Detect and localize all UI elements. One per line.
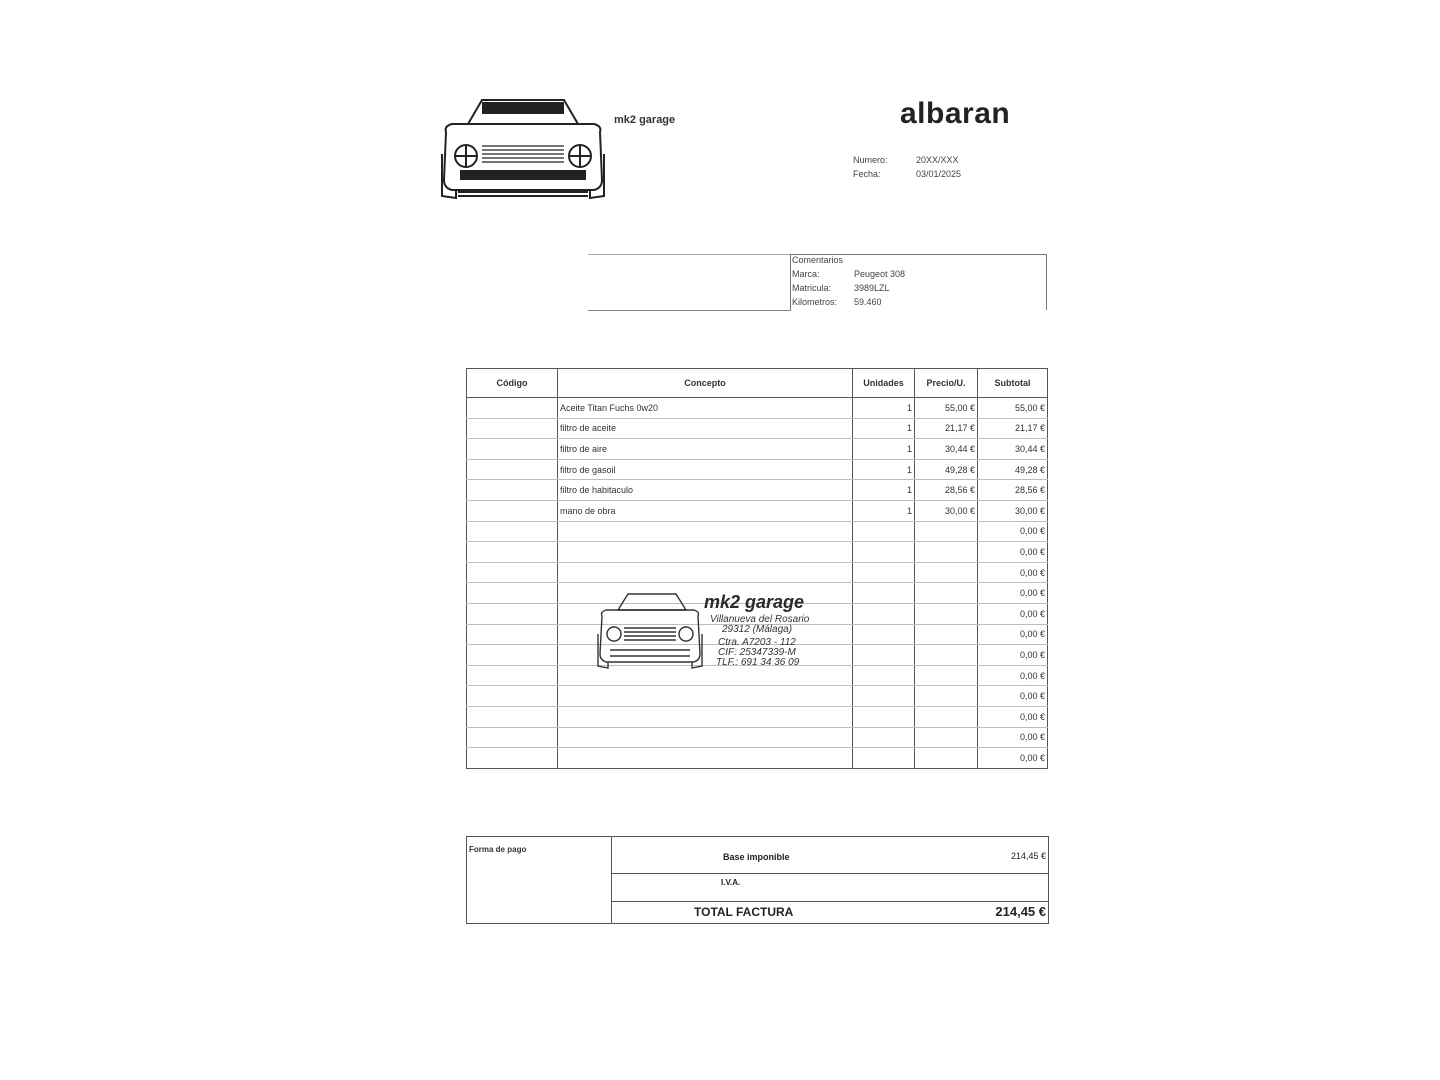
stamp-line: 29312 (Málaga)	[722, 624, 793, 635]
cell-precio: 21,17 €	[915, 418, 978, 439]
cell-codigo	[467, 521, 558, 542]
company-stamp	[596, 588, 811, 672]
table-row	[467, 686, 1048, 707]
cell-codigo	[467, 500, 558, 521]
cell-concepto	[558, 542, 853, 563]
cell-precio: 30,44 €	[915, 439, 978, 460]
plate-value: 3989LZL	[854, 283, 890, 293]
cell-codigo	[467, 624, 558, 645]
cell-codigo	[467, 686, 558, 707]
cell-subtotal: 0,00 €	[978, 521, 1048, 542]
divider	[611, 873, 1048, 874]
table-row	[467, 542, 1048, 563]
company-name: mk2 garage	[614, 114, 676, 126]
table-row	[467, 727, 1048, 748]
table-header-row	[467, 369, 1048, 398]
header-concepto: Concepto	[558, 369, 853, 398]
table-row	[467, 500, 1048, 521]
cell-codigo	[467, 603, 558, 624]
date-label: Fecha:	[853, 169, 881, 179]
cell-codigo	[467, 583, 558, 604]
cell-unidades	[853, 727, 915, 748]
payment-method-label: Forma de pago	[469, 845, 527, 854]
cell-precio	[915, 583, 978, 604]
cell-concepto: Aceite Titan Fuchs 0w20	[558, 398, 853, 419]
cell-unidades	[853, 686, 915, 707]
cell-subtotal: 0,00 €	[978, 583, 1048, 604]
cell-unidades	[853, 562, 915, 583]
cell-codigo	[467, 706, 558, 727]
comments-label: Comentarios	[792, 255, 844, 265]
cell-subtotal: 0,00 €	[978, 686, 1048, 707]
cell-unidades	[853, 521, 915, 542]
base-imponible-value: 214,45 €	[1010, 851, 1046, 861]
client-box	[588, 254, 791, 311]
number-label: Numero:	[853, 155, 888, 165]
totals-box	[466, 836, 1049, 924]
cell-subtotal: 30,00 €	[978, 500, 1048, 521]
header-subtotal: Subtotal	[978, 369, 1048, 398]
stamp-line: CIF: 25347339-M	[718, 647, 796, 658]
cell-codigo	[467, 748, 558, 769]
cell-unidades: 1	[853, 500, 915, 521]
cell-precio	[915, 665, 978, 686]
stamp-line: Villanueva del Rosario	[710, 614, 810, 625]
cell-concepto: filtro de habitaculo	[558, 480, 853, 501]
cell-subtotal: 0,00 €	[978, 748, 1048, 769]
km-value: 59.460	[854, 297, 882, 307]
cell-subtotal: 0,00 €	[978, 665, 1048, 686]
cell-unidades: 1	[853, 480, 915, 501]
cell-codigo	[467, 562, 558, 583]
cell-precio	[915, 521, 978, 542]
cell-precio	[915, 645, 978, 666]
cell-concepto	[558, 686, 853, 707]
table-row	[467, 748, 1048, 769]
cell-subtotal: 0,00 €	[978, 645, 1048, 666]
cell-unidades: 1	[853, 398, 915, 419]
cell-precio	[915, 542, 978, 563]
table-row	[467, 459, 1048, 480]
document-meta	[853, 155, 961, 183]
document-title: albaran	[900, 97, 1011, 130]
cell-concepto: filtro de aire	[558, 439, 853, 460]
cell-precio: 30,00 €	[915, 500, 978, 521]
cell-codigo	[467, 439, 558, 460]
car-front-icon	[438, 92, 608, 204]
cell-precio	[915, 706, 978, 727]
cell-unidades: 1	[853, 439, 915, 460]
cell-codigo	[467, 418, 558, 439]
cell-subtotal: 30,44 €	[978, 439, 1048, 460]
cell-unidades	[853, 748, 915, 769]
car-front-icon	[596, 590, 704, 670]
cell-unidades	[853, 665, 915, 686]
base-imponible-label: Base imponible	[723, 852, 790, 862]
cell-concepto: filtro de aceite	[558, 418, 853, 439]
cell-subtotal: 0,00 €	[978, 603, 1048, 624]
header-unidades: Unidades	[853, 369, 915, 398]
header-codigo: Código	[467, 369, 558, 398]
cell-subtotal: 0,00 €	[978, 727, 1048, 748]
brand-label: Marca:	[792, 269, 820, 279]
cell-precio: 55,00 €	[915, 398, 978, 419]
cell-subtotal: 21,17 €	[978, 418, 1048, 439]
cell-precio	[915, 748, 978, 769]
number-value: 20XX/XXX	[916, 155, 959, 165]
cell-unidades	[853, 624, 915, 645]
cell-codigo	[467, 665, 558, 686]
cell-unidades	[853, 706, 915, 727]
stamp-line: Ctra. A7203 - 112	[718, 637, 796, 648]
divider	[611, 901, 1048, 902]
plate-label: Matricula:	[792, 283, 832, 293]
cell-subtotal: 55,00 €	[978, 398, 1048, 419]
cell-unidades	[853, 603, 915, 624]
cell-subtotal: 49,28 €	[978, 459, 1048, 480]
divider	[611, 837, 612, 923]
brand-value: Peugeot 308	[854, 269, 906, 279]
table-row	[467, 418, 1048, 439]
cell-precio	[915, 624, 978, 645]
table-row	[467, 562, 1048, 583]
cell-unidades	[853, 583, 915, 604]
cell-concepto	[558, 521, 853, 542]
date-value: 03/01/2025	[916, 169, 962, 179]
cell-codigo	[467, 727, 558, 748]
cell-concepto	[558, 706, 853, 727]
table-row	[467, 521, 1048, 542]
cell-precio: 49,28 €	[915, 459, 978, 480]
items-table	[466, 368, 1048, 769]
cell-precio	[915, 727, 978, 748]
cell-subtotal: 0,00 €	[978, 562, 1048, 583]
cell-codigo	[467, 459, 558, 480]
cell-codigo	[467, 480, 558, 501]
cell-precio: 28,56 €	[915, 480, 978, 501]
cell-concepto: mano de obra	[558, 500, 853, 521]
cell-precio	[915, 603, 978, 624]
cell-precio	[915, 562, 978, 583]
total-factura-value: 214,45 €	[995, 904, 1046, 919]
cell-subtotal: 0,00 €	[978, 624, 1048, 645]
iva-label: I.V.A.	[721, 878, 741, 887]
stamp-line: TLF.: 691 34 36 09	[716, 657, 800, 668]
cell-codigo	[467, 542, 558, 563]
cell-subtotal: 0,00 €	[978, 706, 1048, 727]
cell-precio	[915, 686, 978, 707]
cell-codigo	[467, 645, 558, 666]
table-row	[467, 706, 1048, 727]
km-label: Kilometros:	[792, 297, 838, 307]
cell-unidades	[853, 645, 915, 666]
cell-subtotal: 28,56 €	[978, 480, 1048, 501]
cell-concepto	[558, 748, 853, 769]
table-row	[467, 439, 1048, 460]
cell-unidades	[853, 542, 915, 563]
cell-concepto	[558, 562, 853, 583]
cell-codigo	[467, 398, 558, 419]
cell-concepto: filtro de gasoil	[558, 459, 853, 480]
cell-unidades: 1	[853, 459, 915, 480]
cell-unidades: 1	[853, 418, 915, 439]
table-row	[467, 398, 1048, 419]
header-precio: Precio/U.	[915, 369, 978, 398]
vehicle-box	[790, 254, 1047, 310]
cell-subtotal: 0,00 €	[978, 542, 1048, 563]
table-row	[467, 480, 1048, 501]
total-factura-label: TOTAL FACTURA	[694, 905, 794, 919]
stamp-company-name: mk2 garage	[704, 592, 805, 612]
cell-concepto	[558, 727, 853, 748]
